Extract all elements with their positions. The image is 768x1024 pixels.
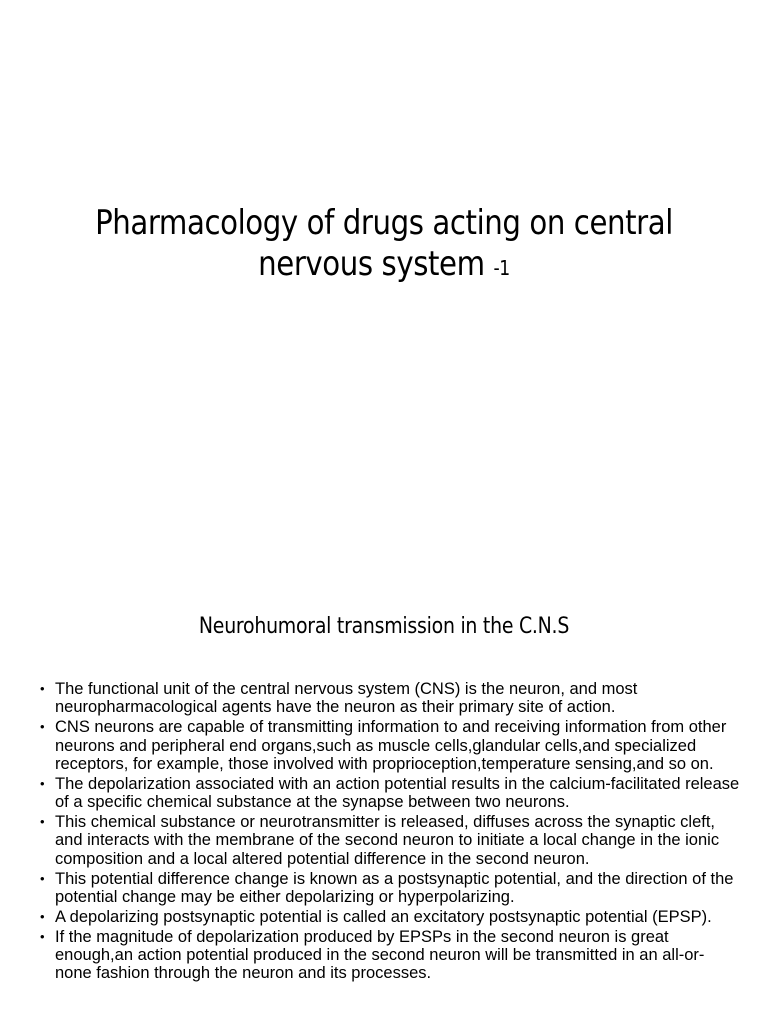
bullet-item: • This potential difference change is known as a postsynaptic potential, and the direction of the potential change may be either depolarizing or hyperpolarizing. xyxy=(40,870,740,907)
bullet-item: • The functional unit of the central nervous system (CNS) is the neuron, and most neuropharmacological agents have the neuron as their primary site of action. xyxy=(40,680,740,717)
bullet-item: • The depolarization associated with an action potential results in the calcium-facilitated release of a specific chemical substance at the synapse between two neurons. xyxy=(40,775,740,812)
bullet-item: • A depolarizing postsynaptic potential is called an excitatory postsynaptic potential (EPSP). xyxy=(40,908,740,926)
content-slide xyxy=(0,576,768,1024)
bullet-item: • CNS neurons are capable of transmitting information to and receiving information from other neurons and peripheral end organs,such as muscle cells,glandular cells,and specialized receptors, for example, those involved with proprioception,temperature sensing,and so on. xyxy=(40,718,740,773)
slide-title-text: Pharmacology of drugs acting on central nervous system xyxy=(95,203,673,284)
slide-title-suffix: -1 xyxy=(493,255,510,280)
slide-title xyxy=(88,203,680,285)
bullet-item: • This chemical substance or neurotransmitter is released, diffuses across the synaptic cleft, and interacts with the membrane of the second neuron to initiate a local change in the ionic composition and a local altered potential difference in the second neuron. xyxy=(40,813,740,868)
bullet-list xyxy=(40,680,740,984)
bullet-item: • If the magnitude of depolarization produced by EPSPs in the second neuron is great enough,an action potential produced in the second neuron will be transmitted in an all-or-none fashion through the neuron and its processes. xyxy=(40,928,740,983)
slide-heading: Neurohumoral transmission in the C.N.S xyxy=(198,614,570,639)
